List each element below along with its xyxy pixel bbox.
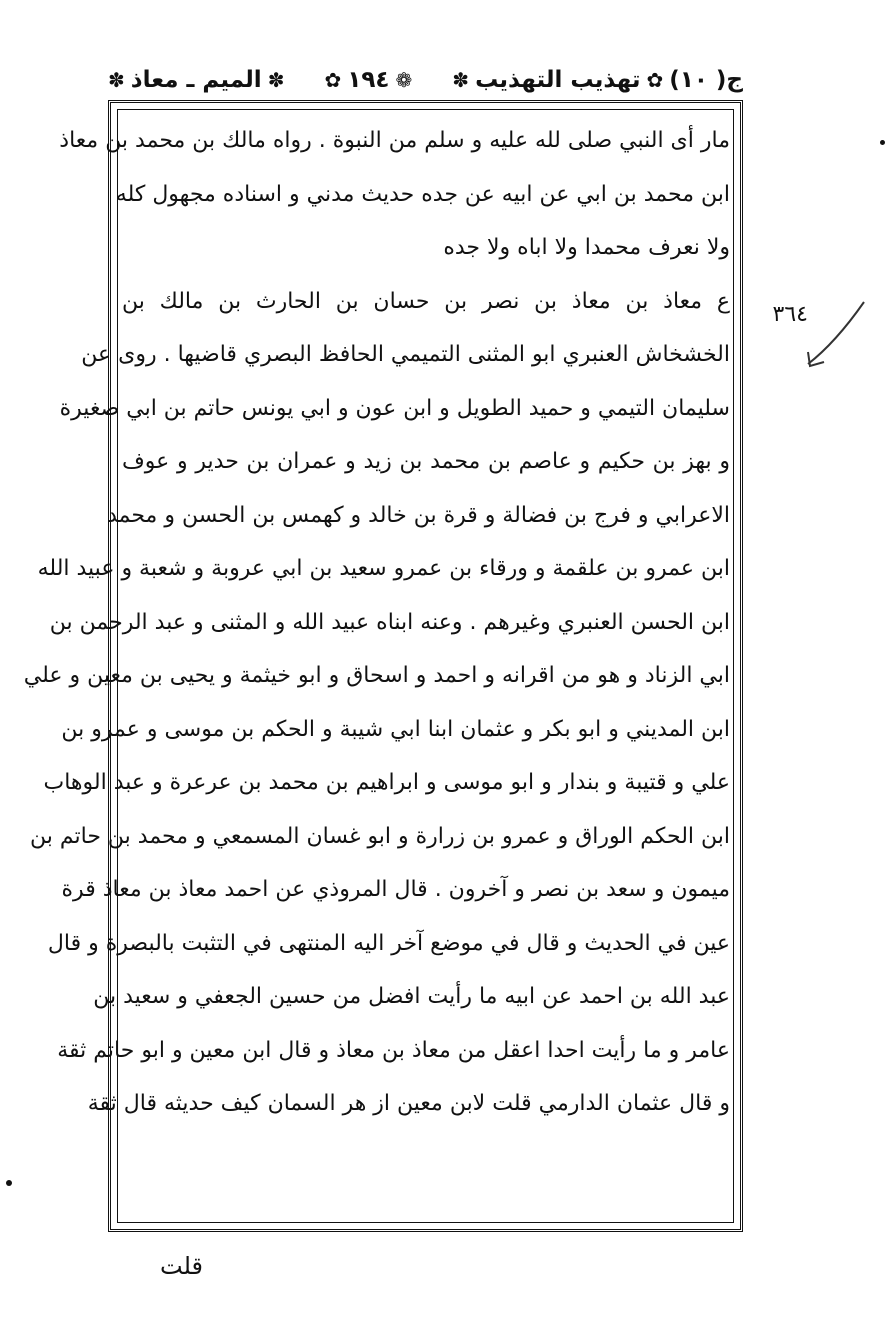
ornament-icon: ✿ [646,68,664,92]
text-line: ابن الحسن العنبري وغيرهم . وعنه ابناه عبيد الله و المثنى و عبد الرحمن بن [49,609,730,635]
header-volume-title [452,67,743,93]
pen-stroke-mark [800,292,870,372]
ornament-icon: ✽ [452,68,470,92]
body-text [23,114,730,1224]
margin-dot [6,1180,12,1186]
section-title: الميم ـ معاذ [130,67,262,93]
margin-dot [880,140,885,145]
ornament-icon: ✿ [324,68,342,92]
text-line: مار أى النبي صلى لله عليه و سلم من النبوة . رواه مالك بن محمد بن معاذ [59,128,730,153]
volume-number: ج( ١٠) [669,67,743,93]
ornament-icon: ❁ [395,68,413,92]
text-line: عين في الحديث و قال في موضع آخر اليه المنتهى في التثبت بالبصرة و قال [47,930,730,956]
text-line: ولا نعرف محمدا ولا اباه ولا جده [443,235,730,260]
text-line: ابن محمد بن ابي عن ابيه عن جده حديث مدني و اسناده مجهول كله [115,181,730,207]
text-line: ع معاذ بن معاذ بن نصر بن حسان بن الحارث بن مالك بن [122,288,730,314]
page-header [108,58,743,102]
text-line: الخشخاش العنبري ابو المثنى التميمي الحافظ البصري قاضيها . روى عن [81,342,730,367]
text-line: عبد الله بن احمد عن ابيه ما رأيت افضل من حسين الجعفي و سعيد بن [93,984,730,1009]
text-line: ابن عمرو بن علقمة و ورقاء بن عمرو سعيد بن ابي عروبة و شعبة و عبيد الله [37,556,730,581]
text-line: علي و قتيبة و بندار و ابو موسى و ابراهيم بن محمد بن عرعرة و عبد الوهاب [43,770,730,795]
ornament-icon: ✽ [108,68,125,92]
page-number: ١٩٤ [347,67,390,93]
text-line: ابن الحكم الوراق و عمرو بن زرارة و ابو غسان المسمعي و محمد بن حاتم بن [29,823,730,849]
header-page [325,67,413,93]
margin-entry-number: ٣٦٤ [772,302,808,327]
text-line: ابن المديني و ابو بكر و عثمان ابنا ابي شيبة و الحكم بن موسى و عمرو بن [61,716,730,742]
ornament-icon: ✽ [267,68,285,92]
book-title: تهذيب التهذيب [475,67,641,93]
text-line: ابي الزناد و هو من اقرانه و احمد و اسحاق و ابو خيثمة و يحيى بن معين و علي [23,663,730,688]
catchword: قلت [160,1252,203,1280]
header-section [108,67,284,93]
text-line: سليمان التيمي و حميد الطويل و ابن عون و ابي يونس حاتم بن ابي صغيرة [59,395,730,421]
text-line: و قال عثمان الدارمي قلت لابن معين از هر السمان كيف حديثه قال ثقة [87,1091,730,1116]
text-line: ميمون و سعد بن نصر و آخرون . قال المروذي عن احمد معاذ بن معاذ قرة [61,877,730,902]
text-line: عامر و ما رأيت احدا اعقل من معاذ بن معاذ و قال ابن معين و ابو حاتم ثقة [57,1037,730,1063]
text-line: و بهز بن حكيم و عاصم بن محمد بن زيد و عمران بن حدير و عوف [122,449,730,474]
text-line: الاعرابي و فرج بن فضالة و قرة بن خالد و كهمس بن الحسن و محمد [107,502,730,528]
